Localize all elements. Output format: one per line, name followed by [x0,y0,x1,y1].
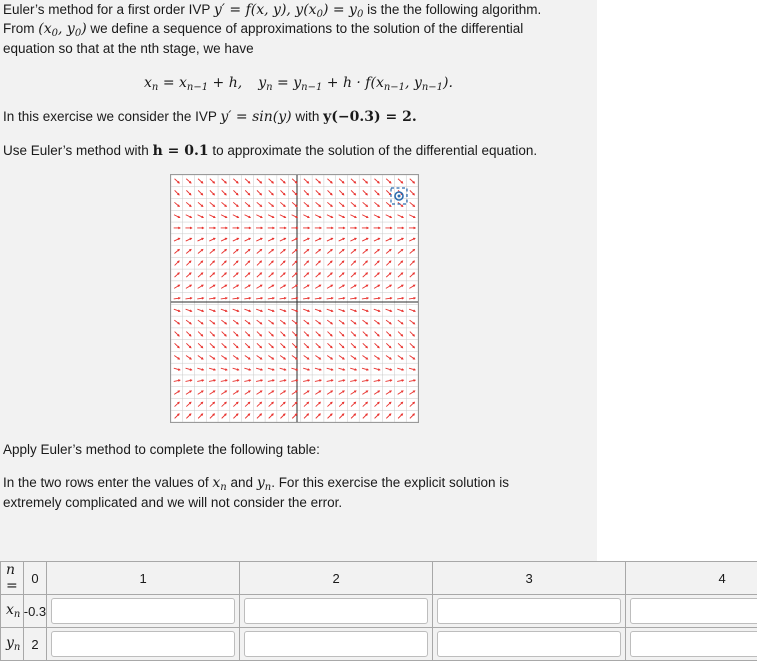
slope-segment [410,402,415,406]
slope-segment [351,320,356,324]
slope-segment [222,332,227,336]
slope-segment [186,355,191,359]
slope-segment [175,261,180,266]
slope-segment [245,402,250,406]
slope-segment [315,320,320,324]
slope-segment [198,320,203,324]
slope-segment [245,202,250,206]
x-cell-3 [433,595,626,628]
slope-segment [269,179,274,183]
slope-segment [374,179,379,183]
slope-segment [233,202,238,206]
slope-segment [269,190,274,195]
slope-segment [374,202,379,206]
slope-segment [257,179,262,183]
intro-line-3: equation so that at the nth stage, we have [3,39,254,59]
slope-segment [386,343,391,347]
slope-segment [410,273,415,277]
slope-segment [351,190,356,195]
slope-segment [198,273,203,277]
slope-segment [210,355,215,359]
slope-segment [375,414,380,419]
slope-segment [257,414,262,419]
y-cell-2 [240,628,433,661]
slope-segment [363,179,368,183]
slope-segment [186,414,191,419]
slope-segment [351,179,356,183]
slope-segment [222,261,227,266]
rows-instruction: In the two rows enter the values of $x_n$ and $y_n$. For this exercise the explicit solution is [3,473,509,498]
slope-segment [292,273,297,277]
slope-segment [375,190,380,195]
slope-segment [374,355,379,359]
slope-segment [292,179,297,183]
n-value-1: 1 [47,562,240,595]
slope-segment [233,414,238,419]
slope-segment [363,320,368,324]
slope-segment [292,320,297,324]
rows-instruction-2: extremely complicated and we will not consider the error. [3,493,342,513]
n-value-3: 3 [433,562,626,595]
x-cell-4 [626,595,757,628]
slope-segment [386,402,391,406]
slope-segment [386,273,391,277]
slope-segment [398,320,403,324]
slope-segment [268,320,273,324]
slope-segment [351,273,356,277]
slope-segment [233,402,238,406]
slope-segment [327,179,332,183]
slope-segment [175,273,180,277]
slope-segment [327,402,332,406]
slope-segment [304,190,309,195]
slope-segment [363,273,368,277]
slope-segment [398,355,403,359]
slope-segment [222,343,227,347]
slope-segment [257,202,262,206]
n-value-0: 0 [23,562,46,595]
slope-segment [363,249,368,253]
y-cell-4 [626,628,757,661]
slope-segment [398,261,403,266]
slope-segment [186,179,191,183]
slope-segment [198,414,203,419]
slope-segment [245,273,250,277]
slope-segment [316,414,321,419]
slope-segment [280,343,285,347]
slope-segment [280,320,285,324]
slope-segment [386,332,391,336]
slope-segment [221,249,226,253]
slope-segment [327,249,332,253]
slope-segment [351,343,356,347]
slope-segment [410,320,415,324]
slope-segment [269,202,274,206]
slope-segment [362,355,367,359]
slope-segment [339,332,344,336]
slope-segment [245,414,250,419]
slope-segment [198,332,203,336]
x3-input[interactable] [437,598,621,624]
slope-segment [233,179,238,183]
slope-segment [292,402,297,406]
exercise-statement: In this exercise we consider the IVP y′ = sin(y) with y(−0.3) = 2. [3,107,417,127]
slope-segment [175,402,180,406]
slope-segment [269,414,274,419]
slope-segment [269,273,274,277]
slope-segment [363,202,368,206]
slope-segment [210,414,215,419]
slope-segment [245,261,250,266]
slope-segment [363,402,368,406]
n-value-4: 4 [626,562,757,595]
slope-segment [410,190,415,195]
slope-segment [221,320,226,324]
slope-segment [328,414,333,419]
slope-segment [316,190,321,195]
slope-segment [316,202,321,206]
slope-segment [292,355,297,359]
slope-segment [304,332,309,336]
slope-segment [175,332,180,336]
slope-segment [327,273,332,277]
slope-segment [339,414,344,419]
slope-segment [186,202,191,206]
slope-segment [175,190,180,195]
slope-segment [328,190,333,195]
slope-segment [198,179,203,183]
slope-segment [316,273,321,277]
slope-segment [233,190,238,195]
slope-segment [257,320,262,324]
slope-segment [304,355,309,359]
y-value-0: 2 [23,628,46,661]
slope-segment [280,332,285,336]
slope-segment [363,332,368,336]
slope-segment [410,414,415,419]
slope-segment [410,355,415,359]
slope-segment [174,320,179,324]
direction-field-plot [171,175,418,422]
slope-segment [198,261,203,266]
slope-segment [233,273,238,277]
slope-segment [222,402,227,406]
x1-input[interactable] [51,598,235,624]
slope-segment [210,343,215,347]
slope-segment [351,355,356,359]
direction-field[interactable] [170,174,419,423]
slope-segment [280,249,285,253]
slope-segment [410,202,415,206]
method-statement: Use Euler’s method with h = 0.1 to approximate the solution of the differential equation. [3,141,537,161]
slope-segment [210,249,215,253]
slope-segment [386,249,391,253]
x-value-0: -0.3 [23,595,46,628]
slope-segment [339,202,344,206]
slope-segment [186,273,191,277]
slope-segment [386,355,391,359]
slope-segment [257,249,262,253]
slope-segment [398,179,403,183]
euler-formula: $x_n = x_{n-1} + h$, $y_n = y_{n-1} + h \cdot f(x_{n-1}$, $y_{n-1}$). [0,73,597,98]
slope-segment [280,414,285,419]
slope-segment [186,190,191,195]
slope-segment [280,261,285,266]
slope-segment [375,402,380,406]
slope-segment [198,402,203,406]
slope-segment [374,249,379,253]
slope-segment [198,343,203,347]
slope-segment [398,273,403,277]
apply-instruction: Apply Euler’s method to complete the following table: [3,440,320,460]
slope-segment [257,273,262,277]
slope-segment [186,332,191,336]
slope-segment [269,261,274,266]
slope-segment [328,332,333,336]
slope-segment [257,402,262,406]
x-cell-2 [240,595,433,628]
slope-segment [245,320,250,324]
slope-segment [374,320,379,324]
slope-segment [304,402,309,406]
slope-segment [339,273,344,277]
slope-segment [221,355,226,359]
intro-line-1: Euler’s method for a first order IVP y′ = f(x, y), $y(x_0) = y_0$ is the the following algorithm. [3,0,541,25]
slope-segment [351,202,356,206]
slope-segment [316,402,321,406]
slope-segment [316,332,321,336]
slope-segment [268,355,273,359]
table-row-n [1,562,757,595]
slope-segment [245,249,250,253]
slope-segment [327,320,332,324]
slope-segment [339,402,344,406]
y-cell-1 [47,628,240,661]
slope-segment [375,343,380,347]
slope-segment [186,320,191,324]
y4-input[interactable] [630,631,757,657]
slope-segment [174,355,179,359]
slope-segment [292,261,297,266]
slope-segment [280,273,285,277]
slope-segment [339,190,344,195]
slope-segment [186,402,191,406]
slope-segment [186,261,191,266]
x-cell-1 [47,595,240,628]
slope-segment [386,414,391,419]
y1-input[interactable] [51,631,235,657]
slope-segment [351,261,356,266]
slope-segment [410,249,415,253]
slope-segment [198,355,203,359]
slope-segment [175,414,180,419]
slope-segment [233,320,238,324]
slope-segment [269,402,274,406]
slope-segment [316,261,321,266]
slope-segment [292,332,297,336]
slope-segment [304,343,309,347]
slope-segment [328,261,333,266]
slope-segment [339,343,344,347]
slope-segment [186,249,191,253]
slope-segment [339,320,344,324]
slope-segment [233,261,238,266]
euler-table [0,561,757,661]
slope-segment [198,249,203,253]
slope-segment [245,355,250,359]
slope-segment [339,179,344,183]
slope-segment [233,355,238,359]
y-row-label: $y_n$ [1,628,24,661]
y-cell-3 [433,628,626,661]
slope-segment [386,179,391,183]
slope-segment [210,190,215,195]
slope-segment [316,249,321,253]
slope-segment [210,273,215,277]
slope-segment [304,273,309,277]
slope-segment [351,332,356,336]
slope-segment [257,343,262,347]
slope-segment [280,179,285,183]
slope-segment [257,261,262,266]
slope-segment [292,249,297,253]
slope-segment [245,179,250,183]
slope-segment [327,355,332,359]
slope-segment [398,343,403,347]
slope-segment [210,320,215,324]
slope-segment [304,414,309,419]
slope-segment [398,332,403,336]
slope-segment [280,402,285,406]
slope-segment [198,202,203,206]
slope-segment [304,261,309,266]
slope-segment [257,332,262,336]
slope-segment [269,343,274,347]
slope-segment [304,179,309,183]
slope-segment [363,190,368,195]
slope-segment [233,343,238,347]
slope-segment [175,179,180,183]
slope-segment [210,402,215,406]
table-row-x [1,595,757,628]
slope-segment [292,414,297,419]
slope-segment [351,414,356,419]
slope-segment [245,190,250,195]
slope-segment [174,202,179,206]
slope-segment [210,332,215,336]
y3-input[interactable] [437,631,621,657]
slope-segment [410,332,415,336]
slope-segment [386,261,391,266]
x2-input[interactable] [244,598,428,624]
slope-segment [280,190,285,195]
slope-segment [327,343,332,347]
slope-segment [175,343,180,347]
slope-segment [280,355,285,359]
slope-segment [339,249,344,253]
slope-segment [363,343,368,347]
slope-segment [257,355,262,359]
x4-input[interactable] [630,598,757,624]
slope-segment [269,249,274,253]
slope-segment [210,202,215,206]
slope-segment [410,261,415,266]
slope-segment [351,249,356,253]
slope-segment [292,343,297,347]
slope-segment [233,332,238,336]
slope-segment [316,343,321,347]
slope-segment [363,261,368,266]
slope-segment [245,332,250,336]
slope-segment [292,190,297,195]
slope-segment [339,261,344,266]
n-header-label: n = [1,562,24,595]
slope-segment [375,332,380,336]
slope-segment [327,202,332,206]
slope-segment [222,273,227,277]
slope-segment [233,249,238,253]
slope-segment [174,249,179,253]
table-row-y [1,628,757,661]
slope-segment [351,402,356,406]
n-value-2: 2 [240,562,433,595]
slope-segment [386,320,391,324]
slope-segment [375,261,380,266]
slope-segment [363,414,368,419]
slope-segment [210,261,215,266]
slope-segment [269,332,274,336]
intro-line-2: From ($x_0$, $y_0$) we define a sequence of approximations to the solution of the differential [3,19,523,44]
slope-segment [221,202,226,206]
slope-segment [316,179,321,183]
slope-segment [304,320,309,324]
slope-segment [257,190,262,195]
slope-segment [339,355,344,359]
slope-segment [410,179,415,183]
slope-segment [398,414,403,419]
slope-segment [398,402,403,406]
slope-segment [186,343,191,347]
slope-segment [398,249,403,253]
slope-segment [410,343,415,347]
slope-segment [245,343,250,347]
slope-segment [304,249,309,253]
slope-segment [210,179,215,183]
slope-segment [315,355,320,359]
slope-segment [222,179,227,183]
slope-segment [292,202,297,206]
slope-segment [280,202,285,206]
x-row-label: $x_n$ [1,595,24,628]
slope-segment [304,202,309,206]
slope-segment [374,273,379,277]
slope-segment [222,190,227,195]
slope-segment [222,414,227,419]
slope-segment [198,190,203,195]
y2-input[interactable] [244,631,428,657]
